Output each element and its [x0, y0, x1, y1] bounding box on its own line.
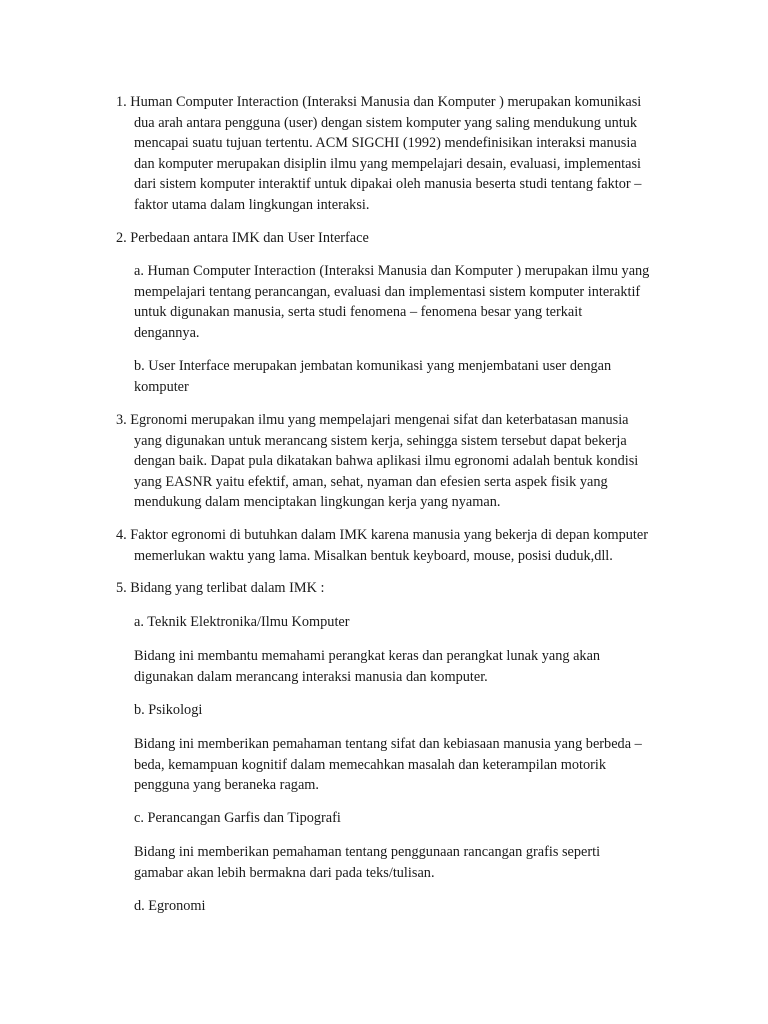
text-line: faktor utama dalam lingkungan interaksi.: [134, 196, 370, 213]
subheading-5a: [134, 612, 350, 633]
text-line: dan komputer merupakan disiplin ilmu yang mempelajari desain, evaluasi, implementasi: [134, 155, 642, 172]
subheading-5d: [134, 896, 205, 917]
text-line: pengguna yang beraneka ragam.: [134, 777, 319, 793]
text-line: komputer: [134, 378, 189, 395]
paragraph-2a: [134, 261, 649, 343]
paragraph-5: [116, 578, 324, 599]
text-line: yang digunakan untuk merancang sistem kerja, sehingga sistem tersebut dapat bekerja: [134, 432, 627, 449]
text-line: untuk digunakan manusia, serta studi fenomena – fenomena besar yang terkait: [134, 304, 583, 320]
text-line: a. Human Computer Interaction (Interaksi Manusia dan Komputer ) merupakan ilmu yang: [134, 263, 650, 279]
text-line: dengannya.: [134, 324, 200, 341]
text-line: mencapai suatu tujuan tertentu. ACM SIGCHI (1992) mendefinisikan interaksi manusia: [134, 135, 637, 151]
paragraph-3: [116, 410, 638, 513]
text-line: 3. Egronomi merupakan ilmu yang mempelajari mengenai sifat dan keterbatasan manusia: [116, 412, 629, 428]
paragraph-5c: [134, 842, 600, 883]
text-line: dengan baik. Dapat pula dikatakan bahwa aplikasi ilmu egronomi adalah bentuk kondisi: [134, 453, 639, 469]
text-line: digunakan dalam merancang interaksi manusia dan komputer.: [134, 668, 488, 685]
text-line: b. Psikologi: [134, 702, 203, 718]
text-line: yang EASNR yaitu efektif, aman, sehat, nyaman dan efesien serta aspek fisik yang: [134, 473, 608, 490]
text-line: c. Perancangan Garfis dan Tipografi: [134, 810, 341, 826]
text-line: dua arah antara pengguna (user) dengan sistem komputer yang saling mendukung untuk: [134, 114, 638, 131]
text-line: Bidang ini membantu memahami perangkat keras dan perangkat lunak yang akan: [134, 648, 601, 664]
subheading-5b: [134, 700, 202, 721]
text-line: Bidang ini memberikan pemahaman tentang sifat dan kebiasaan manusia yang berbeda –: [134, 736, 642, 752]
paragraph-4: [116, 525, 648, 566]
paragraph-1: [116, 92, 641, 215]
text-line: mendukung dalam menciptakan lingkungan kerja yang nyaman.: [134, 494, 501, 510]
text-line: memerlukan waktu yang lama. Misalkan bentuk keyboard, mouse, posisi duduk,dll.: [134, 547, 613, 564]
text-line: 4. Faktor egronomi di butuhkan dalam IMK karena manusia yang bekerja di depan komputer: [116, 527, 649, 543]
paragraph-2b: [134, 356, 611, 397]
text-line: a. Teknik Elektronika/Ilmu Komputer: [134, 614, 350, 630]
text-line: d. Egronomi: [134, 898, 206, 914]
text-line: gamabar akan lebih bermakna dari pada teks/tulisan.: [134, 864, 435, 881]
text-line: b. User Interface merupakan jembatan komunikasi yang menjembatani user dengan: [134, 358, 612, 374]
text-line: 2. Perbedaan antara IMK dan User Interface: [116, 230, 369, 246]
paragraph-5b: [134, 734, 642, 796]
text-line: Bidang ini memberikan pemahaman tentang penggunaan rancangan grafis seperti: [134, 844, 601, 860]
text-line: beda, kemampuan kognitif dalam memecahkan masalah dan keterampilan motorik: [134, 756, 607, 773]
text-line: 1. Human Computer Interaction (Interaksi Manusia dan Komputer ) merupakan komunikasi: [116, 94, 642, 110]
paragraph-2: [116, 228, 369, 249]
text-line: mempelajari tentang perancangan, evaluasi dan implementasi sistem komputer interaktif: [134, 283, 641, 300]
paragraph-5a: [134, 646, 600, 687]
subheading-5c: [134, 808, 341, 829]
text-line: 5. Bidang yang terlibat dalam IMK :: [116, 580, 325, 596]
text-line: dari sistem komputer interaktif untuk dipakai oleh manusia beserta studi tentang faktor –: [134, 176, 642, 192]
